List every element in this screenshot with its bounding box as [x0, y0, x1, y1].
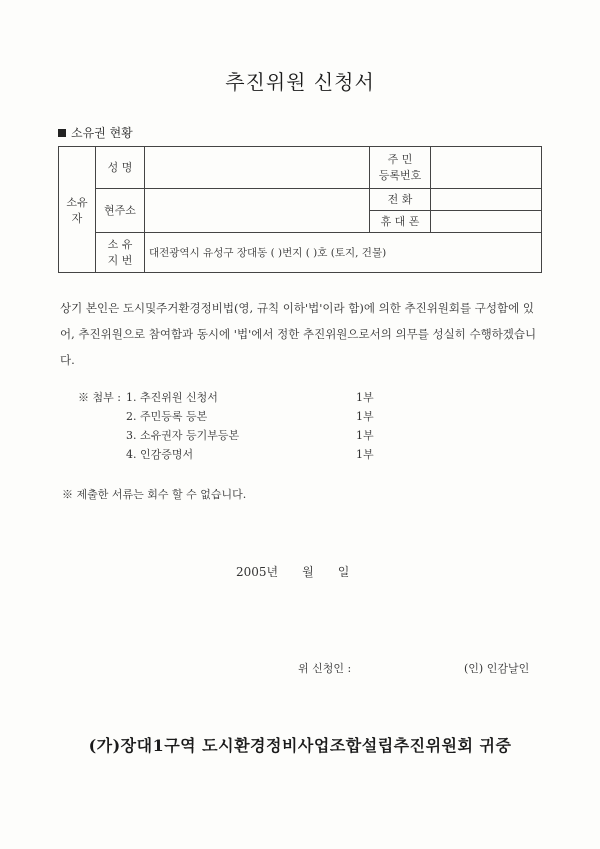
- signature-label: 위 신청인 :: [298, 662, 352, 675]
- attachment-item: 4. 인감증명서: [126, 448, 194, 461]
- submission-note: ※ 제출한 서류는 회수 할 수 없습니다.: [62, 488, 247, 501]
- attachment-count: 1부: [356, 391, 374, 404]
- attachment-count: 1부: [356, 429, 374, 442]
- square-bullet-icon: [58, 129, 66, 137]
- attachment-row: [78, 407, 374, 426]
- resident-label-line2: 등록번호: [378, 168, 422, 182]
- phone-field[interactable]: [431, 189, 542, 211]
- date-month: 월: [302, 565, 314, 579]
- attachment-row: [78, 445, 374, 464]
- date-year: 2005년: [236, 565, 279, 579]
- land-address-field[interactable]: 대전광역시 유성구 장대동 ( )번지 ( )호 (토지, 건물): [145, 233, 542, 273]
- attachment-count: 1부: [356, 410, 374, 423]
- form-title: 추진위원 신청서: [225, 70, 375, 94]
- section-label: [58, 124, 133, 141]
- attachment-item: 1. 추진위원 신청서: [126, 391, 218, 404]
- land-label-line1: 소 유: [107, 237, 133, 251]
- mobile-label: 휴 대 폰: [370, 211, 431, 233]
- attachment-mark: ※ 첨부 :: [78, 391, 121, 404]
- name-field[interactable]: [145, 147, 370, 189]
- name-label: 성 명: [96, 147, 145, 189]
- resident-number-label: [370, 147, 431, 189]
- addressee: (가)장대1구역 도시환경정비사업조합설립추진위원회 귀중: [88, 736, 512, 755]
- phone-label: 전 화: [370, 189, 431, 211]
- land-label-line2: 지 번: [107, 253, 133, 267]
- address-field[interactable]: [145, 189, 370, 233]
- attachment-item: 3. 소유권자 등기부등본: [126, 429, 240, 442]
- address-label: 현주소: [96, 189, 145, 233]
- mobile-field[interactable]: [431, 211, 542, 233]
- pledge-text: 상기 본인은 도시및주거환경정비법(영, 규칙 이하'법'이라 함)에 의한 추진위원회를 구성함에 있어, 추진위원으로 참여함과 동시에 '법'에서 정한 추진위원으로서의 의무를 성실히 수행하겠습니다.: [60, 301, 537, 367]
- attachment-row: [78, 388, 374, 407]
- attachment-item: 2. 주민등록 등본: [126, 410, 208, 423]
- resident-number-field[interactable]: [431, 147, 542, 189]
- resident-label-line1: 주 민: [387, 152, 413, 166]
- owner-table: [58, 146, 542, 273]
- signature-line: [298, 660, 530, 676]
- section-label-text: 소유권 현황: [71, 126, 133, 140]
- attachment-row: [78, 426, 374, 445]
- owner-side-label: 소유자: [59, 147, 96, 273]
- seal-text: (인) 인감날인: [464, 662, 530, 675]
- date-line: [236, 563, 373, 580]
- attachments-list: [78, 388, 374, 464]
- attachment-count: 1부: [356, 448, 374, 461]
- land-label: [96, 233, 145, 273]
- date-day: 일: [337, 565, 350, 579]
